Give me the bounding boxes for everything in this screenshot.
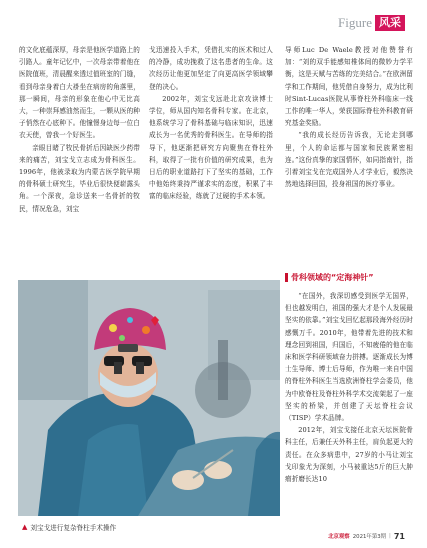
article-column-1 [19, 44, 140, 272]
paragraph: 2002年，刘宝戈远赴北京攻读博士学位，师从国内知名骨科专家。在北京，他系统学习了骨科基础与临床知识，迅速成长为一名优秀的骨科医生。在导师的指导下，他逐渐把研究方向聚焦在脊柱外科，取得了一批有价值的研究成果，也为日后的职业道路打下了坚实的基础，工作中他始终秉持严谨求实的态度，积累了丰富的临床经验，练就了过硬的手术本领。 [149, 94, 273, 201]
article-column-2 [149, 44, 273, 272]
section-label-en: Figure [338, 15, 372, 30]
paragraph: “我的成长经历告诉我，无论走到哪里，个人的命运都与国家和民族紧密相连。”这份真挚的家国情怀，如同指南针，指引着刘宝戈在完成国外人才学业后，毅然决然地选择回国，投身祖国的医疗事业。 [285, 131, 413, 189]
paragraph: 2012年，刘宝戈接任北京天坛医院骨科主任，后兼任天外科主任，肩负起更大的责任。在众多病患中，27岁的小马让刘宝戈印象尤为深刻，小马被重达5斤的巨大肿瘤折磨长达10 [285, 426, 413, 484]
section-header [338, 14, 405, 32]
page-number: 71 [393, 531, 405, 541]
photo-caption [22, 521, 282, 533]
subheading-text: 骨科领域的“定海神针” [291, 272, 374, 282]
paragraph: 导师Luc De Waele教授对他赞誉有加：“刘的双手能感知椎体间的微妙力学平衡，这是天赋与苦练的完美结合。”在欧洲留学和工作期间，他凭借自身努力，成为比利时Sint-Lucas医院从事脊柱外科临床一线工作的唯一华人，荣获国际脊柱外科教育研究基金奖励。 [285, 46, 413, 128]
article-column-3 [285, 44, 413, 272]
caption-triangle-icon: ▲ [22, 523, 28, 531]
paragraph: 的文化底蕴深厚，母亲是他医学道路上的引路人。童年记忆中，一次母亲带着他在医院值班，清晨醒来透过值班室的门缝，看到母亲身着白大褂坐在病房的角落里，那一瞬间，母亲的形象在他心中无比高大，一种崇拜感油然而生，一颗从医的种子悄然在心底种下。他憧憬身边每一位白衣天使，曾我一个好医生。 [19, 46, 140, 140]
issue-label: 2021年第3期 [352, 534, 387, 540]
caption-text: 刘宝戈进行复杂脊柱手术操作 [30, 524, 117, 532]
section-label-zh: 风采 [375, 15, 405, 31]
page-footer [328, 530, 405, 542]
footer-divider: | [389, 533, 391, 539]
section-subheading [285, 270, 413, 284]
paragraph: 亲眼目睹了牧民骨折后因缺医少药带来的痛苦，刘宝戈立志成为骨科医生。1996年，他被录取为内蒙古医学院早期的骨科硕士研究生，毕业后很快便崭露头角。一个深夜，急诊送来一名骨折的牧民，情况危急，刘宝 [19, 143, 140, 213]
article-column-3-continued [285, 290, 413, 535]
surgery-photo [18, 280, 280, 516]
surgery-photo-illustration [18, 280, 280, 516]
paragraph: “在国外，我深切感受到医学无国界，但也越发明白，祖国的强大才是个人发展最坚实的依靠。”刘宝戈回忆起那段海外经历时感慨万千。2010年，他带着先进的技术和理念回到祖国，归国后，不知疲倦的他在临床和医学科研领域奋力拼搏。逐渐成长为博士生导师、博士后导师，作为唯一来自中国的脊柱外科医生当选欧洲脊柱学会委员，他为中欧脊柱及脊柱外科学术交流架起了一座坚实的桥梁，并创建了天坛脊柱会议（TISP）学术品牌。 [285, 292, 413, 423]
paragraph: 戈迅速投入手术，凭借扎实的医术和过人的冷静，成功挽救了这名患者的生命。这次经历让他更加坚定了向更高医学领域攀登的决心。 [149, 46, 273, 91]
subheading-bar-icon [285, 273, 288, 282]
magazine-name: 北京观察 [328, 534, 350, 540]
